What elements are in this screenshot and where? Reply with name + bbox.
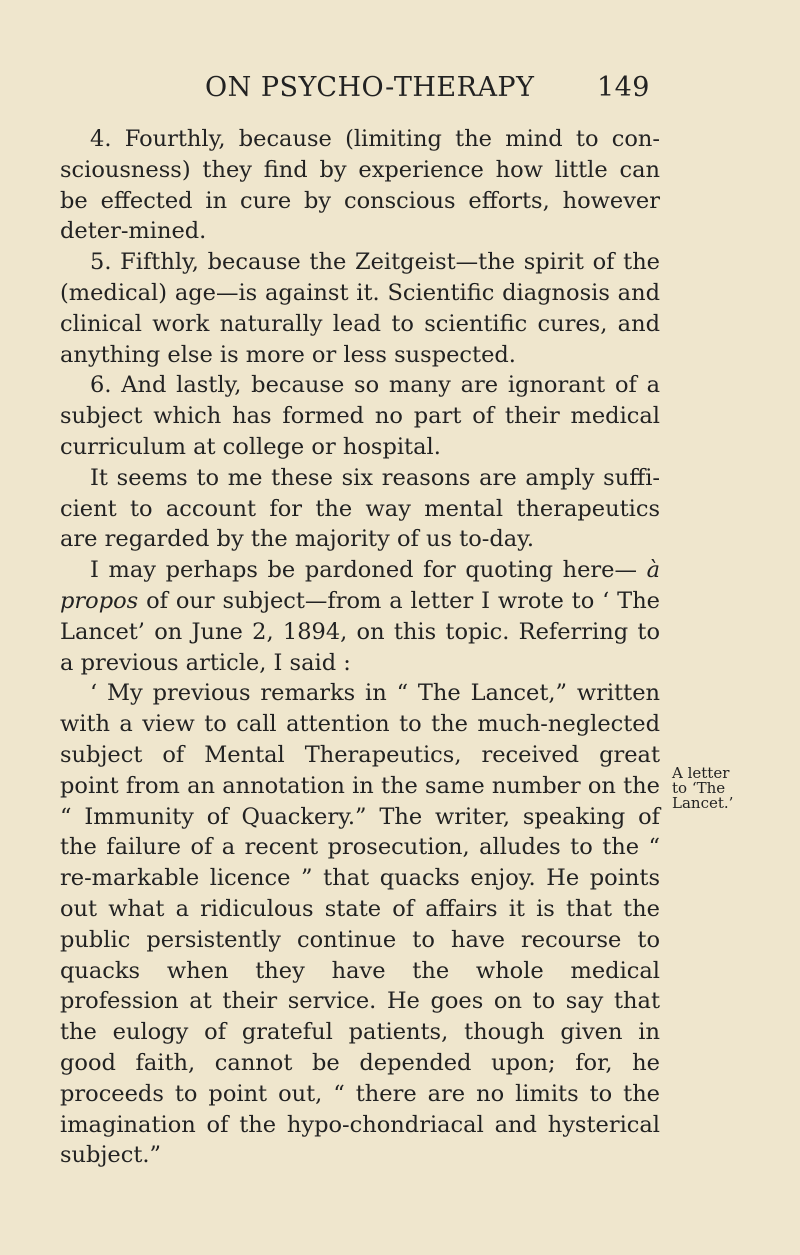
margin-note-line-2: to ‘The bbox=[672, 779, 726, 797]
letter-intro-italic: à propos bbox=[60, 557, 660, 614]
margin-note-line-1: A letter bbox=[672, 764, 730, 782]
paragraph-six-reasons: It seems to me these six reasons are amply suffi-cient to account for the way mental therapeutics are regarded by the majority of us to-day. bbox=[60, 464, 660, 553]
paragraph-fifthly: 5. Fifthly, because the Zeitgeist—the spirit of the (medical) age—is against it. Scientific diagnosis and clinical work naturally lead to scientific cures, and anything else is more or less suspected. bbox=[60, 249, 660, 368]
letter-intro-before: I may perhaps be pardoned for quoting here— bbox=[90, 557, 647, 584]
page-number: 149 bbox=[596, 72, 650, 103]
body-text bbox=[60, 124, 660, 1171]
paragraph-fourthly: 4. Fourthly, because (limiting the mind to con-sciousness) they find by experience how little can be effected in cure by conscious efforts, however deter-mined. bbox=[60, 126, 660, 245]
margin-note-line-3: Lancet.’ bbox=[672, 794, 734, 812]
paragraph-lastly: 6. And lastly, because so many are ignorant of a subject which has formed no part of their medical curriculum at college or hospital. bbox=[60, 372, 660, 460]
paragraph-letter-intro bbox=[60, 555, 660, 678]
margin-note bbox=[672, 766, 787, 811]
running-header bbox=[205, 72, 650, 103]
letter-intro-after: of our subject—from a letter I wrote to ‘ The Lancet’ on June 2, 1894, on this topic. Referring to a previous article, I said : bbox=[60, 587, 660, 676]
running-title: ON PSYCHO-THERAPY bbox=[205, 72, 535, 103]
paragraph-quotation: ‘ My previous remarks in “ The Lancet,” written with a view to call attention to the much-neglected subject of Mental Therapeutics, received great point from an annotation in the same number on the “ Immunity of Quackery.” The writer, speaking of the failure of a recent prosecution, alludes to the “ re-markable licence ” that quacks enjoy. He points out what a ridiculous state of affairs it is that the public persistently continue to have recourse to quacks when they have the whole medical profession at their service. He goes on to say that the eulogy of grateful patients, though given in good faith, cannot be depended upon; for, he proceeds to point out, “ there are no limits to the imagination of the hypo-chondriacal and hysterical subject.” bbox=[60, 680, 660, 1169]
